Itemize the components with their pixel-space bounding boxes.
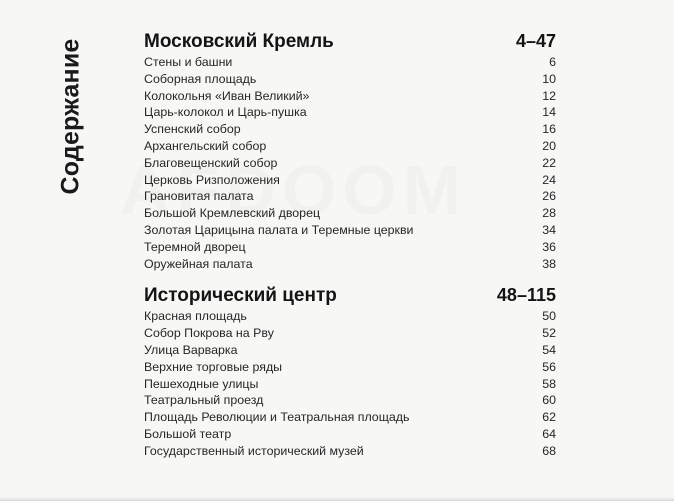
entry-page: 28	[542, 206, 556, 221]
entry-label: Государственный исторический музей	[144, 443, 364, 458]
entry-page: 58	[542, 376, 556, 391]
entry-label: Благовещенский собор	[144, 155, 278, 170]
page-edge-shadow	[0, 497, 674, 501]
toc-entry[interactable]	[144, 205, 556, 222]
toc-entry[interactable]	[144, 172, 556, 189]
side-title	[56, 36, 86, 196]
entry-label: Грановитая палата	[144, 189, 254, 204]
section-page-range: 48–115	[496, 285, 556, 306]
toc-entry[interactable]	[144, 256, 556, 273]
entry-page: 64	[542, 426, 556, 441]
toc-entry[interactable]	[144, 222, 556, 239]
toc-entry[interactable]	[144, 325, 556, 342]
entry-label: Собор Покрова на Рву	[144, 326, 274, 341]
entry-page: 22	[542, 155, 556, 170]
toc-entry[interactable]	[144, 155, 556, 172]
toc-entry[interactable]	[144, 426, 556, 443]
entry-page: 50	[542, 309, 556, 324]
entry-page: 20	[542, 138, 556, 153]
entry-page: 62	[542, 410, 556, 425]
entry-label: Красная площадь	[144, 309, 247, 324]
entry-label: Большой Кремлевский дворец	[144, 206, 321, 221]
entry-label: Пешеходные улицы	[144, 376, 259, 391]
toc-entry[interactable]	[144, 359, 556, 376]
entry-page: 6	[549, 55, 556, 69]
toc-entry[interactable]	[144, 121, 556, 138]
section-heading	[144, 28, 556, 54]
entry-page: 68	[542, 443, 556, 458]
toc-entry[interactable]	[144, 239, 556, 256]
toc-entry[interactable]	[144, 104, 556, 121]
entry-label: Театральный проезд	[144, 393, 264, 408]
entry-label: Соборная площадь	[144, 71, 257, 86]
toc-entry[interactable]	[144, 376, 556, 393]
section-title: Московский Кремль	[144, 31, 334, 52]
entry-page: 52	[542, 326, 556, 341]
entry-page: 36	[542, 239, 556, 254]
entry-label: Площадь Революции и Театральная площадь	[144, 410, 410, 425]
section-title: Исторический центр	[144, 285, 337, 307]
table-of-contents	[144, 28, 556, 460]
toc-section-historic-center	[144, 282, 556, 459]
entry-label: Успенский собор	[144, 122, 241, 137]
entry-page: 10	[542, 71, 556, 86]
entry-label: Улица Варварка	[144, 342, 238, 357]
toc-entry[interactable]	[144, 138, 556, 155]
entry-label: Золотая Царицына палата и Теремные церкви	[144, 222, 414, 237]
toc-entry[interactable]	[144, 308, 556, 325]
entry-page: 54	[542, 342, 556, 357]
toc-entry[interactable]	[144, 443, 556, 460]
entry-label: Оружейная палата	[144, 256, 253, 271]
entry-page: 26	[542, 189, 556, 204]
entry-label: Царь-колокол и Царь-пушка	[144, 105, 307, 120]
entry-label: Стены и башни	[144, 55, 233, 69]
entry-page: 12	[542, 88, 556, 103]
entry-page: 24	[542, 172, 556, 187]
entry-label: Архангельский собор	[144, 138, 267, 153]
toc-entry[interactable]	[144, 342, 556, 359]
toc-entry[interactable]	[144, 54, 556, 71]
toc-entry[interactable]	[144, 392, 556, 409]
toc-entry[interactable]	[144, 188, 556, 205]
entry-label: Большой театр	[144, 426, 232, 441]
entry-label: Церковь Ризположения	[144, 172, 280, 187]
toc-entry[interactable]	[144, 71, 556, 88]
entry-label: Теремной дворец	[144, 239, 246, 254]
toc-section-kremlin	[144, 28, 556, 272]
section-heading	[144, 282, 556, 308]
entry-page: 14	[542, 105, 556, 120]
entry-page: 38	[542, 256, 556, 271]
entry-page: 34	[542, 222, 556, 237]
entry-page: 60	[542, 393, 556, 408]
entry-page: 56	[542, 359, 556, 374]
toc-entry[interactable]	[144, 409, 556, 426]
section-page-range: 4–47	[515, 31, 556, 51]
toc-entry[interactable]	[144, 88, 556, 105]
entry-page: 16	[542, 122, 556, 137]
side-title-text: Содержание	[56, 37, 85, 195]
entry-label: Верхние торговые ряды	[144, 359, 283, 374]
entry-label: Колокольня «Иван Великий»	[144, 88, 310, 103]
